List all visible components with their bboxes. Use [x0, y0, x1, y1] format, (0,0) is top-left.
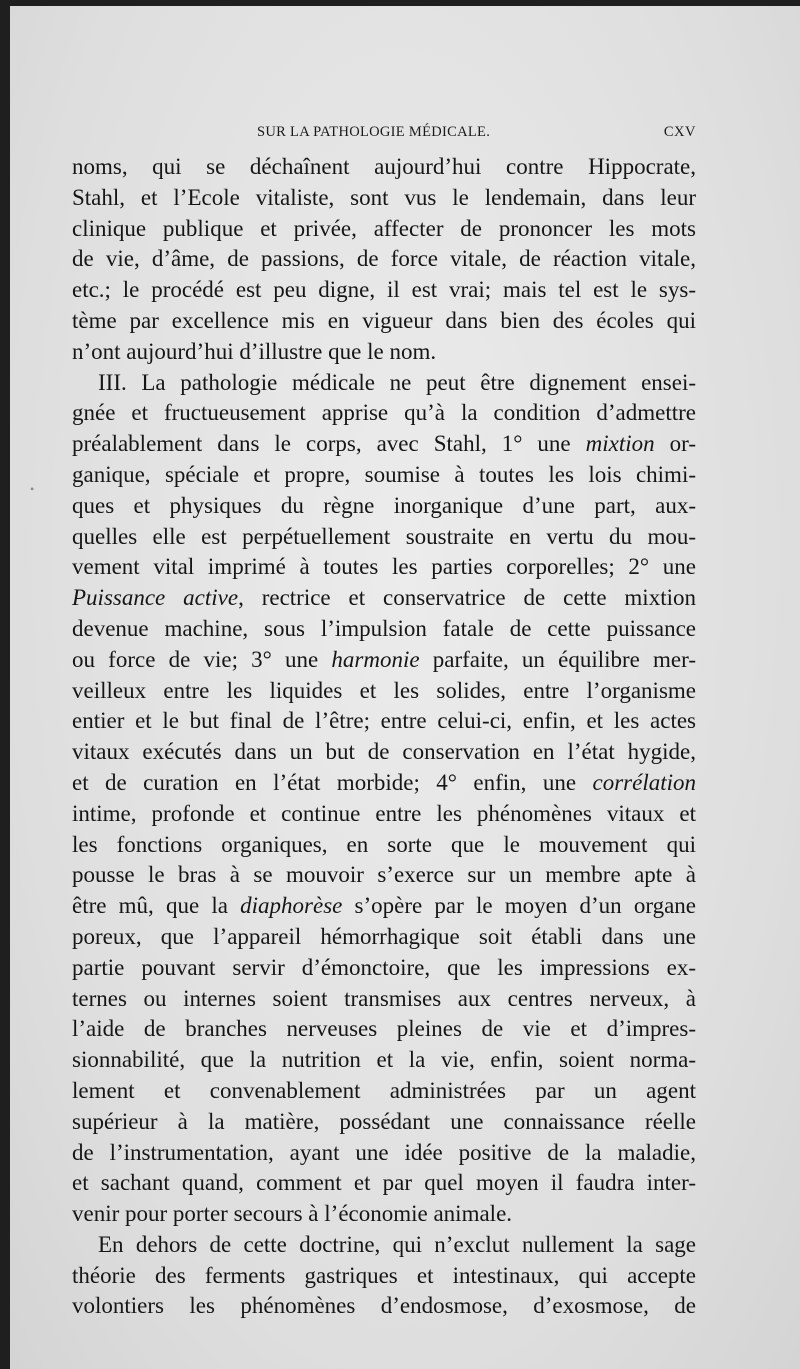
text-segment: vement vital imprimé à toutes les parties corporelles; 2° une: [72, 554, 696, 580]
text-segment: l’aide de branches nerveuses pleines de vie et d’impres-: [72, 1016, 696, 1042]
text-segment: , rectrice et conservatrice de cette mixtion: [238, 585, 696, 611]
text-segment: pousse le bras à se mouvoir s’exerce sur un membre apte à: [72, 862, 696, 888]
text-segment: être mû, que la: [72, 893, 241, 919]
text-line: [72, 1138, 696, 1169]
italic-term: diaphorèse: [240, 893, 343, 919]
text-line: [72, 368, 696, 399]
text-line: [72, 1199, 696, 1230]
italic-term: mixtion: [585, 431, 655, 457]
text-segment: de vie, d’âme, de passions, de force vitale, de réaction vitale,: [72, 246, 696, 272]
page-header: [72, 124, 696, 144]
text-segment: poreux, que l’appareil hémorrhagique soit établi dans une: [72, 923, 696, 949]
text-line: [72, 244, 696, 275]
text-line: [72, 1168, 696, 1199]
text-segment: En dehors de cette doctrine, qui n’exclut nullement la sage: [98, 1231, 696, 1257]
text-line: [72, 737, 696, 768]
text-line: [72, 460, 696, 491]
text-line: [72, 706, 696, 737]
text-segment: s’opère par le moyen d’un organe: [342, 893, 696, 919]
text-line: [72, 860, 696, 891]
text-segment: parfaite, un équilibre mer-: [419, 646, 696, 672]
text-segment: volontiers les phénomènes d’endosmose, d’exosmose, de: [72, 1293, 696, 1319]
text-line: [72, 799, 696, 830]
text-line: [72, 1045, 696, 1076]
text-segment: veilleux entre les liquides et les solides, entre l’organisme: [72, 677, 696, 703]
text-segment: ganique, spéciale et propre, soumise à toutes les lois chimi-: [72, 461, 696, 487]
text-segment: noms, qui se déchaînent aujourd’hui contre Hippocrate,: [72, 154, 696, 179]
text-segment: ques et physiques du règne inorganique d’une part, aux-: [72, 492, 696, 518]
text-line: [72, 214, 696, 245]
text-line: [72, 922, 696, 953]
text-segment: III. La pathologie médicale ne peut être dignement ensei-: [98, 369, 696, 395]
text-line: [72, 522, 696, 553]
text-segment: etc.; le procédé est peu digne, il est vrai; mais tel est le sys-: [72, 277, 696, 303]
text-segment: ou force de vie; 3° une: [72, 646, 332, 672]
text-line: [72, 337, 696, 368]
text-line: [72, 491, 696, 522]
text-line: [72, 768, 696, 799]
text-line: [72, 984, 696, 1015]
text-segment: clinique publique et privée, affecter de prononcer les mots: [72, 215, 696, 241]
text-segment: de l’instrumentation, ayant une idée positive de la maladie,: [72, 1139, 696, 1165]
text-segment: vitaux exécutés dans un but de conservation en l’état hygide,: [72, 739, 696, 765]
body-text: [72, 152, 696, 1322]
text-segment: et de curation en l’état morbide; 4° enfin, une: [72, 769, 593, 795]
text-segment: intime, profonde et continue entre les phénomènes vitaux et: [72, 800, 696, 826]
text-segment: entier et le but final de l’être; entre celui-ci, enfin, et les actes: [72, 708, 696, 734]
text-line: [72, 614, 696, 645]
text-segment: théorie des ferments gastriques et intestinaux, qui accepte: [72, 1262, 696, 1288]
text-segment: or-: [654, 431, 696, 457]
italic-term: harmonie: [331, 646, 420, 672]
running-title: SUR LA PATHOLOGIE MÉDICALE.: [257, 124, 491, 140]
text-line: [72, 645, 696, 676]
text-line: [72, 830, 696, 861]
text-segment: ternes ou internes soient transmises aux centres nerveux, à: [72, 985, 696, 1011]
text-line: [72, 1291, 696, 1322]
text-segment: quelles elle est perpétuellement soustraite en vertu du mou-: [72, 523, 696, 549]
text-line: [72, 1076, 696, 1107]
text-line: [72, 429, 696, 460]
text-line: [72, 676, 696, 707]
text-segment: venir pour porter secours à l’économie animale.: [72, 1201, 513, 1227]
text-line: [72, 275, 696, 306]
text-line: [72, 583, 696, 614]
text-segment: préalablement dans le corps, avec Stahl, 1° une: [72, 431, 586, 457]
text-line: [72, 1261, 696, 1292]
text-segment: Stahl, et l’Ecole vitaliste, sont vus le lendemain, dans leur: [72, 184, 696, 210]
text-line: [72, 398, 696, 429]
text-segment: n’ont aujourd’hui d’illustre que le nom.: [72, 338, 437, 364]
text-segment: devenue machine, sous l’impulsion fatale de cette puissance: [72, 615, 696, 641]
text-line: [72, 1014, 696, 1045]
text-line: [72, 306, 696, 337]
text-line: [72, 183, 696, 214]
italic-term: Puissance active: [72, 585, 239, 611]
page-number: CXV: [663, 124, 696, 140]
text-segment: supérieur à la matière, possédant une connaissance réelle: [72, 1108, 696, 1134]
text-segment: lement et convenablement administrées par un agent: [72, 1077, 696, 1103]
text-line: [72, 953, 696, 984]
book-page: [10, 6, 800, 1369]
text-segment: gnée et fructueusement apprise qu’à la condition d’admettre: [72, 400, 696, 426]
text-line: [72, 552, 696, 583]
text-segment: tème par excellence mis en vigueur dans bien des écoles qui: [72, 307, 696, 333]
text-segment: sionnabilité, que la nutrition et la vie, enfin, soient norma-: [72, 1047, 696, 1073]
text-segment: partie pouvant servir d’émonctoire, que les impressions ex-: [72, 954, 696, 980]
text-segment: les fonctions organiques, en sorte que le mouvement qui: [72, 831, 696, 857]
margin-mark: •: [30, 482, 35, 496]
text-segment: et sachant quand, comment et par quel moyen il faudra inter-: [72, 1170, 696, 1196]
text-line: [72, 1107, 696, 1138]
text-line: [72, 152, 696, 183]
text-line: [72, 1230, 696, 1261]
text-line: [72, 891, 696, 922]
italic-term: corrélation: [592, 769, 696, 795]
